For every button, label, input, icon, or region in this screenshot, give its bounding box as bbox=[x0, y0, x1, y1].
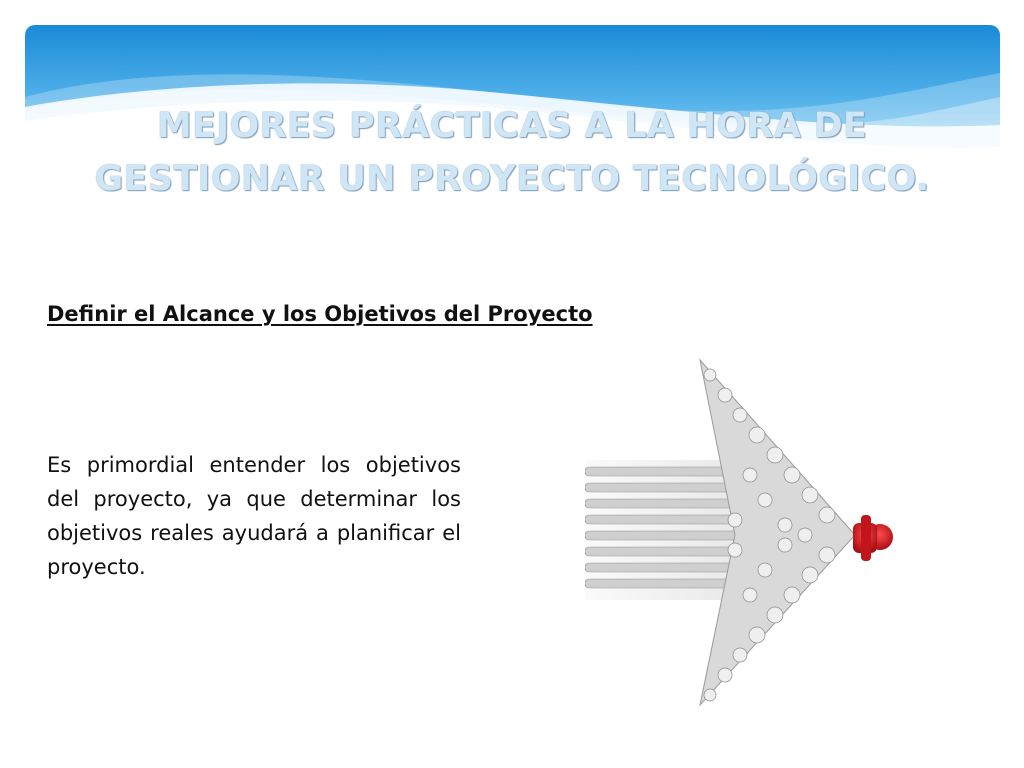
body-paragraph: Es primordial entender los objetivos del proyecto, ya que determinar los objetivos reales ayudará a planificar el proyecto. bbox=[47, 453, 461, 579]
leader-figure bbox=[853, 515, 893, 561]
section-heading: Definir el Alcance y los Objetivos del Proyecto bbox=[47, 302, 593, 326]
crowd-shaft bbox=[585, 460, 745, 600]
slide-title: MEJORES PRÁCTICAS A LA HORA DE GESTIONAR UN PROYECTO TECNOLÓGICO. bbox=[94, 106, 930, 199]
crowd-arrow-leader-illustration bbox=[585, 355, 905, 710]
